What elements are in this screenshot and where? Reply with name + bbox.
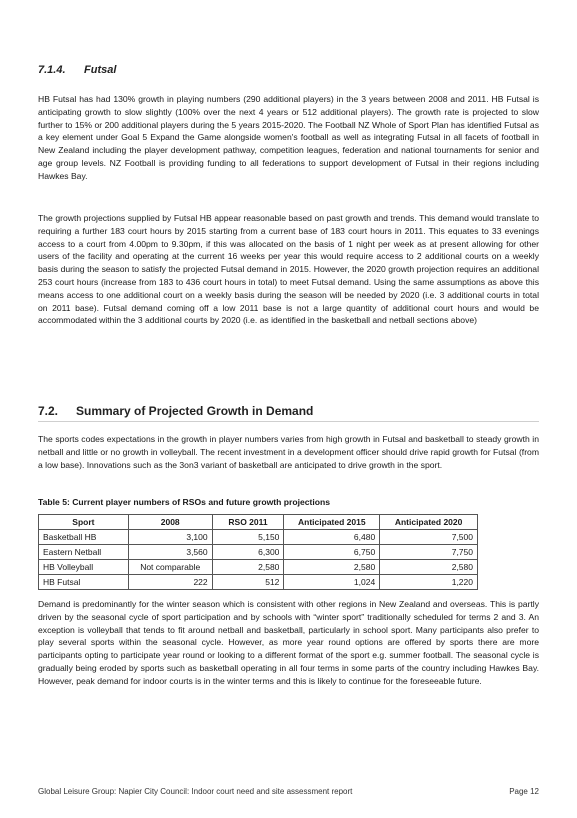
table-cell: 6,480 (284, 530, 380, 545)
table-row (39, 545, 478, 560)
table-cell: Basketball HB (39, 530, 129, 545)
table-row (39, 575, 478, 590)
table-cell: 6,300 (212, 545, 284, 560)
table-caption: Table 5: Current player numbers of RSOs and future growth projections (38, 497, 331, 507)
futsal-paragraph-2: The growth projections supplied by Futsal HB appear reasonable based on past growth and trends. This demand would translate to requiring a further 183 court hours by 2015 starting from a current base of 183 court hours in 2011. This equates to 33 evenings access to a court from 4.00pm to 9.30pm, if this was allocated on the basis of 1 night per week as at present allowing for other users of the facility and operating at the current 16 weeks per year this would require access to 2 additional courts on a weekly basis during the season to satisfy the projected Futsal demand in 2015. However, the 2020 growth projection requires an additional 253 court hours (increase from 183 to 436 court hours in total) to meet Futsal demand. Using the same assumptions as above this means access to one additional court on a weekly basis during the season will be needed by 2020 (i.e. 3 additional courts in total on 2011 base). Futsal demand coming off a low 2011 base is not a large quantity of additional court hours and would be accommodated within the 3 additional courts by 2020 (i.e. as identified in the basketball and netball sections above) (38, 213, 539, 326)
column-header: Anticipated 2015 (284, 515, 380, 530)
futsal-paragraph-1: HB Futsal has had 130% growth in playing numbers (290 additional players) in the 3 years between 2008 and 2011. HB Futsal is anticipating growth to slow slightly (100% over the next 4 years or 512 additional players). The growth rate is projected to slow further to 15% or 200 additional players during the 5 years 2015-2020. The Football NZ Whole of Sport Plan has identified Futsal as a key element under Goal 5 Expand the Game alongside women's football as well as integrating Futsal in all facets of football in New Zealand including the player development pathway, competition leagues, federation and national tournaments for senior and age group levels. NZ Football is providing funding to all federations to support development of Futsal in their regions including Hawkes Bay. (38, 94, 539, 181)
section-heading-futsal (38, 64, 116, 76)
column-header: 2008 (128, 515, 212, 530)
page-footer (38, 787, 539, 796)
column-header: Sport (39, 515, 129, 530)
table-cell: 1,024 (284, 575, 380, 590)
table-cell: 2,580 (212, 560, 284, 575)
section-title: Futsal (84, 64, 117, 76)
table-row (39, 560, 478, 575)
table-cell: HB Futsal (39, 575, 129, 590)
section-heading-summary (38, 404, 539, 422)
table-cell: 5,150 (212, 530, 284, 545)
section-number: 7.2. (38, 404, 59, 418)
table-cell: 3,560 (128, 545, 212, 560)
table-cell: 222 (128, 575, 212, 590)
summary-paragraph-2: Demand is predominantly for the winter season which is consistent with other regions in New Zealand and overseas. This is partly driven by the seasonal cycle of sport participation and by schools with “winter sport” traditionally scheduled for terms 2 and 3. An exception is volleyball that tends to fit around netball and basketball, particularly in school sport. Many participants also prefer to play several sports within the seasonal cycle. However, as more year round options are offered by sports there are more participants opting to participate year round or looking to a different format of the sport e.g. summer football. The seasonal cycle is gradually being eroded by sports such as basketball operating in all four terms in some parts of the country including Hawkes Bay. However, peak demand for indoor courts is in the winter terms and this is likely to continue for the foreseeable future. (38, 599, 539, 686)
growth-projections-table (38, 514, 478, 590)
table-cell: Eastern Netball (39, 545, 129, 560)
section-number: 7.1.4. (38, 64, 66, 76)
table-cell: HB Volleyball (39, 560, 129, 575)
summary-paragraph-1: The sports codes expectations in the growth in player numbers varies from high growth in Futsal and basketball to steady growth in netball and little or no growth in volleyball. The recent investment in a development officer should drive rapid growth for Futsal (from a low base). Innovations such as the 3on3 variant of basketball are anticipated to drive growth in the sport. (38, 434, 539, 470)
table-cell: 7,750 (380, 545, 478, 560)
table-header-row (39, 515, 478, 530)
column-header: RSO 2011 (212, 515, 284, 530)
table-cell: 3,100 (128, 530, 212, 545)
column-header: Anticipated 2020 (380, 515, 478, 530)
table-cell: 2,580 (380, 560, 478, 575)
section-title: Summary of Projected Growth in Demand (76, 404, 314, 418)
table-cell: 512 (212, 575, 284, 590)
footer-report-title: Global Leisure Group: Napier City Council: Indoor court need and site assessment report (38, 787, 353, 796)
page-number: Page 12 (509, 787, 539, 796)
table-cell: Not comparable (128, 560, 212, 575)
table-cell: 1,220 (380, 575, 478, 590)
table-cell: 6,750 (284, 545, 380, 560)
table-cell: 7,500 (380, 530, 478, 545)
table-cell: 2,580 (284, 560, 380, 575)
table-row (39, 530, 478, 545)
